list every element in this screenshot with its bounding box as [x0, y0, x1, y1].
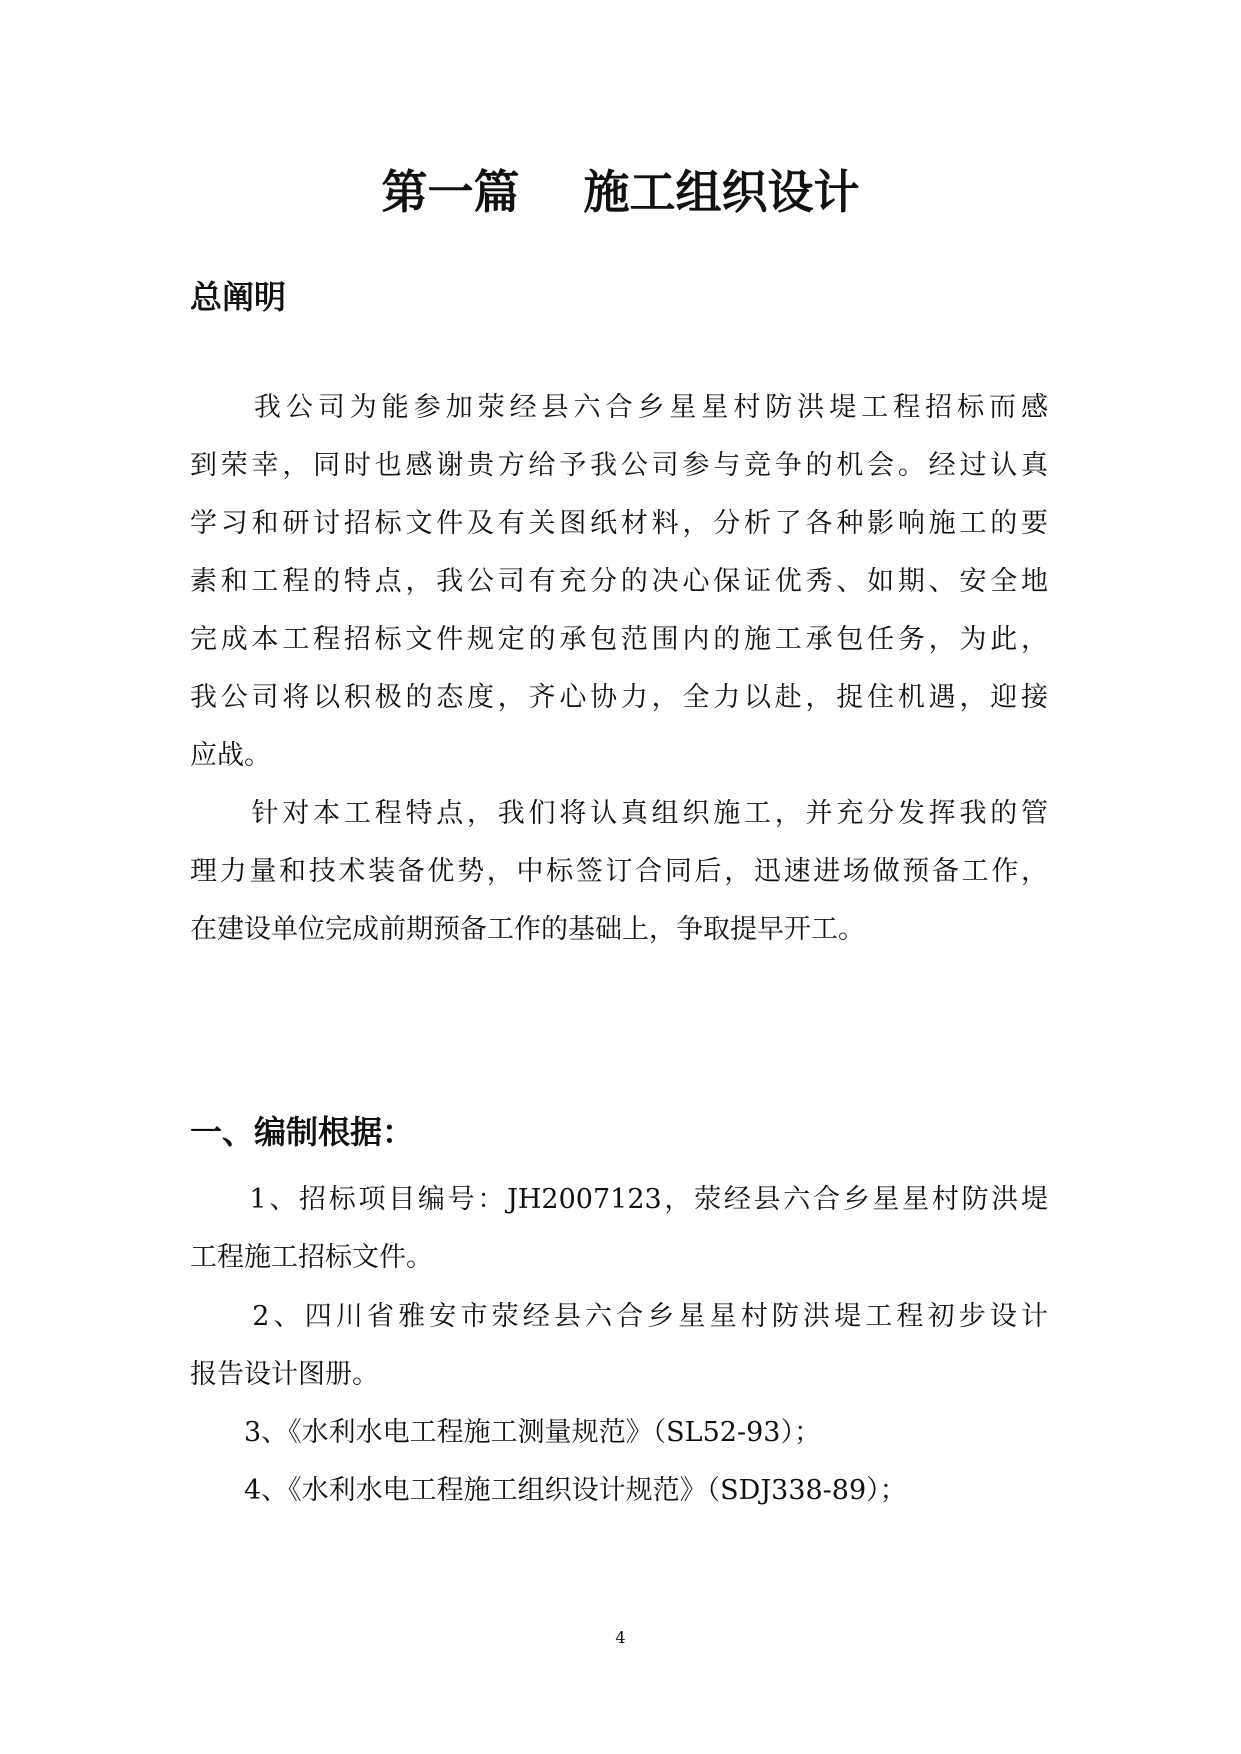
intro-p1-line-7: 应战。 — [190, 740, 271, 771]
intro-heading: 总阐明 — [190, 278, 287, 316]
intro-p1-line-3: 学习和研讨招标文件及有关图纸材料，分析了各种影响施工的要 — [190, 508, 1048, 539]
basis-item-4: 4、《水利水电工程施工组织设计规范》（SDJ338-89）； — [190, 1475, 907, 1506]
page-number: 4 — [615, 1628, 626, 1647]
basis-item-2-line-2: 报告设计图册。 — [190, 1359, 379, 1390]
basis-item-3: 3、《水利水电工程施工测量规范》（SL52-93）； — [190, 1417, 821, 1448]
intro-p2-line-3: 在建设单位完成前期预备工作的基础上，争取提早开工。 — [190, 914, 865, 945]
intro-p1-line-5: 完成本工程招标文件规定的承包范围内的施工承包任务，为此， — [190, 624, 1048, 655]
basis-heading: 一、编制根据： — [190, 1113, 415, 1151]
basis-item-1-line-1: 1、招标项目编号：JH2007123，荥经县六合乡星星村防洪堤 — [190, 1184, 1048, 1215]
page-title: 第一篇 施工组织设计 — [381, 165, 860, 219]
intro-p1-line-4: 素和工程的特点，我公司有充分的决心保证优秀、如期、安全地 — [190, 566, 1048, 597]
intro-p1-line-2: 到荣幸，同时也感谢贵方给予我公司参与竞争的机会。经过认真 — [190, 450, 1048, 481]
intro-p2-line-2: 理力量和技术装备优势，中标签订合同后，迅速进场做预备工作， — [190, 856, 1048, 887]
basis-item-1-line-2: 工程施工招标文件。 — [190, 1242, 433, 1273]
basis-item-2-line-1: 2、四川省雅安市荥经县六合乡星星村防洪堤工程初步设计 — [190, 1301, 1048, 1332]
intro-p1-line-1: 我公司为能参加荥经县六合乡星星村防洪堤工程招标而感 — [190, 392, 1048, 423]
intro-p1-line-6: 我公司将以积极的态度，齐心协力，全力以赴，捉住机遇，迎接 — [190, 682, 1048, 713]
intro-p2-line-1: 针对本工程特点，我们将认真组织施工，并充分发挥我的管 — [190, 798, 1048, 829]
